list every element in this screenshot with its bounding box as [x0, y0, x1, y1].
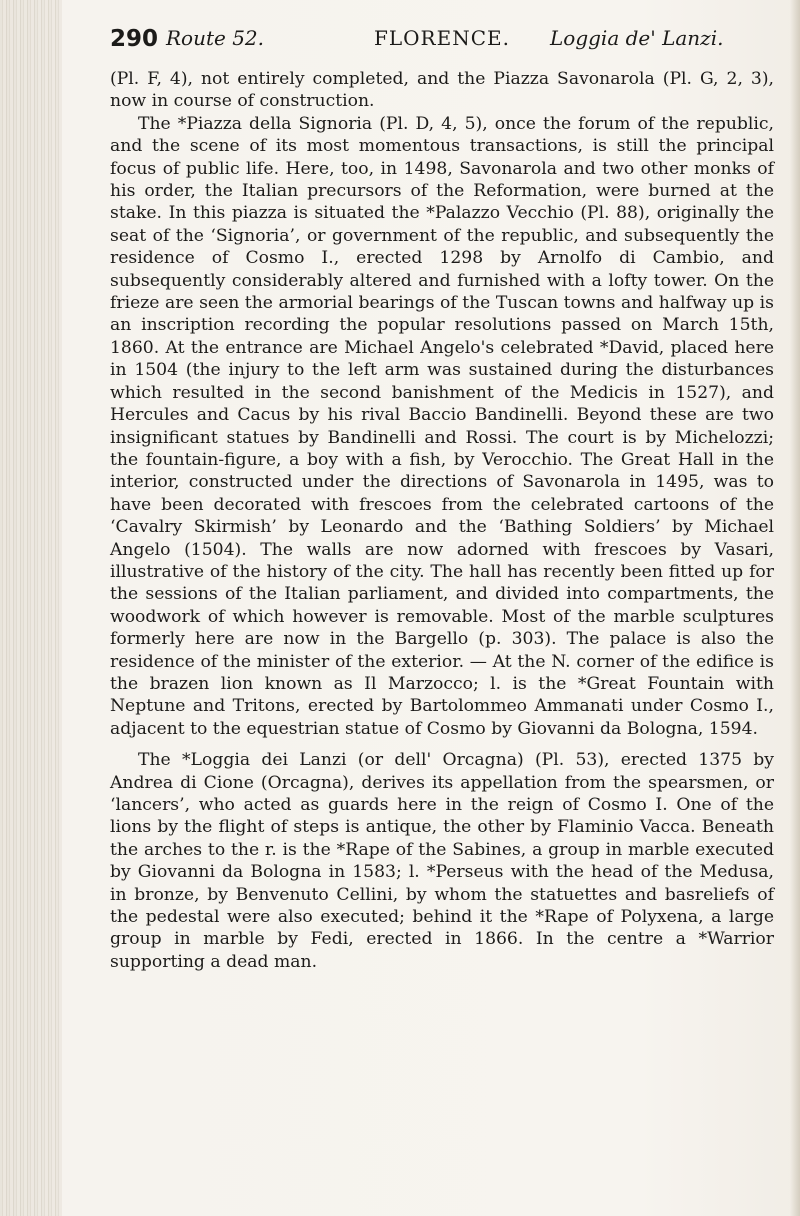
- paragraph-continuation: (Pl. F, 4), not entirely completed, and the Piazza Savonarola (Pl. G, 2, 3), now in course of construction.: [110, 69, 774, 112]
- paragraph-loggia-dei-lanzi: The *Loggia dei Lanzi (or dell' Orcagna) (Pl. 53), erected 1375 by Andrea di Cione (Orcagna), derives its appellation from the spearsmen, or ‘lancers’, who acted as guards here in the reign of Cosmo I. One of the lions by the flight of steps is antique, the other by Flaminio Vacca. Beneath the arches to the r. is the *Rape of the Sabines, a group in marble executed by Giovanni da Bologna in 1583; l. *Perseus with the head of the Medusa, in bronze, by Benvenuto Cellini, by whom the statuettes and basreliefs of the pedestal were also executed; behind it the *Rape of Polyxena, a large group in marble by Fedi, erected in 1866. In the centre a *Warrior supporting a dead man.: [110, 750, 774, 972]
- route-label: Route 52.: [166, 26, 265, 50]
- page-edge: [790, 0, 800, 1216]
- running-header: [110, 26, 780, 60]
- city-label: FLORENCE.: [374, 26, 510, 50]
- paragraph-piazza-della-signoria: The *Piazza della Signoria (Pl. D, 4, 5), once the forum of the republic, and the scene of its most momentous transactions, is still the principal focus of public life. Here, too, in 1498, Savonarola and two other monks of his order, the Italian precursors of the Reformation, were burned at the stake. In this piazza is situated the *Palazzo Vecchio (Pl. 88), originally the seat of the ‘Signoria’, or government of the republic, and subsequently the residence of Cosmo I., erected 1298 by Arnolfo di Cambio, and subsequently considerably altered and furnished with a lofty tower. On the frieze are seen the armorial bearings of the Tuscan towns and halfway up is an inscription recording the popular resolutions passed on March 15th, 1860. At the entrance are Michael Angelo's celebrated *David, placed here in 1504 (the injury to the left arm was sustained during the disturbances which resulted in the second banishment of the Medicis in 1527), and Hercules and Cacus by his rival Baccio Bandinelli. Beyond these are two insignificant statues by Bandinelli and Rossi. The court is by Michelozzi; the fountain-figure, a boy with a fish, by Verocchio. The Great Hall in the interior, constructed under the directions of Savonarola in 1495, was to have been decorated with frescoes from the celebrated cartoons of the ‘Cavalry Skirmish’ by Leonardo and the ‘Bathing Soldiers’ by Michael Angelo (1504). The walls are now adorned with frescoes by Vasari, illustrative of the history of the city. The hall has recently been fitted up for the sessions of the Italian parliament, and divided into compartments, the woodwork of which however is removable. Most of the marble sculptures formerly here are now in the Bargello (p. 303). The palace is also the residence of the minister of the exterior. — At the N. corner of the edifice is the brazen lion known as Il Marzocco; l. is the *Great Fountain with Neptune and Tritons, erected by Bartolommeo Ammanati under Cosmo I., adjacent to the equestrian statue of Cosmo by Giovanni da Bologna, 1594.: [110, 113, 774, 739]
- binding-gutter: [0, 0, 62, 1216]
- page-number: 290: [110, 26, 159, 52]
- body-text: [110, 68, 774, 973]
- section-label: Loggia de' Lanzi.: [550, 26, 724, 50]
